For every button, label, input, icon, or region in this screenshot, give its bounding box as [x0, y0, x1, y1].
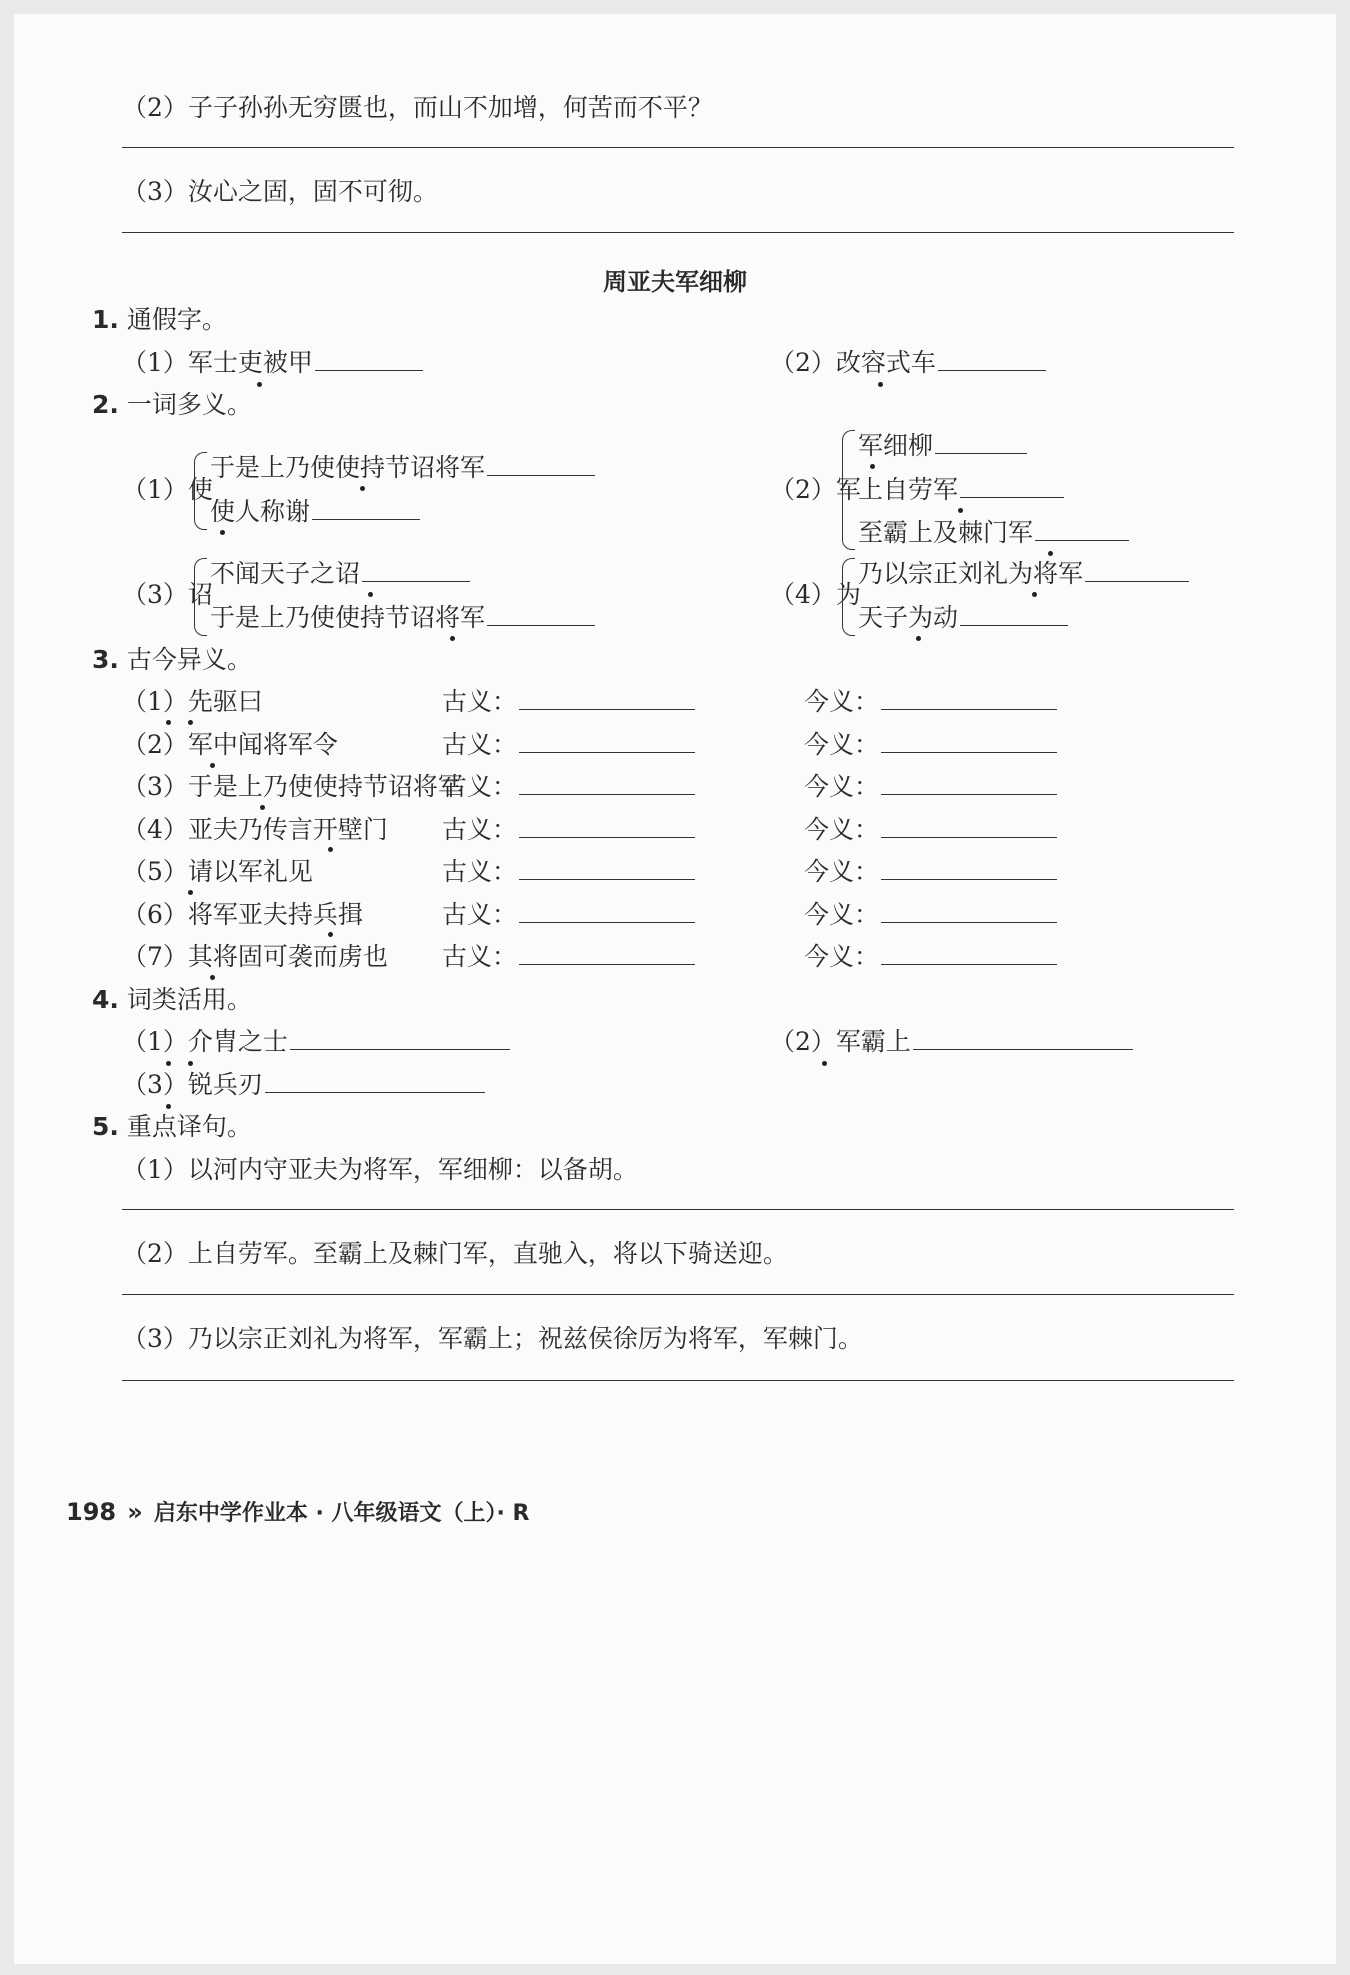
- answer-blank[interactable]: [881, 815, 1057, 838]
- modern-meaning-field: [804, 729, 1057, 761]
- answer-blank[interactable]: [487, 603, 595, 626]
- emphasis-dot: [166, 1061, 171, 1066]
- answer-blank[interactable]: [487, 453, 595, 476]
- answer-line[interactable]: [122, 1209, 1234, 1210]
- emphasis-dot: [328, 847, 333, 852]
- polysemy-1-b: [210, 496, 420, 528]
- item-text: 乃以宗正刘礼为将军: [858, 559, 1084, 588]
- polysemy-label-4: （4）为: [770, 580, 861, 609]
- translation-sentence-3: （3）乃以宗正刘礼为将军，军霸上；祝兹侯徐厉为将军，军棘门。: [122, 1324, 863, 1353]
- tongjia-item-2: [770, 347, 1046, 379]
- answer-blank[interactable]: [1085, 559, 1189, 582]
- emphasis-dot: [870, 464, 875, 469]
- answer-blank[interactable]: [960, 603, 1068, 626]
- answer-blank[interactable]: [290, 1027, 510, 1050]
- answer-blank[interactable]: [362, 559, 470, 582]
- question-number: 4.: [92, 985, 119, 1014]
- answer-blank[interactable]: [881, 900, 1057, 923]
- ancient-label: 古义：: [442, 942, 518, 971]
- ancient-meaning-field: [442, 941, 695, 973]
- book-title: 启东中学作业本 · 八年级语文（上）· R: [153, 1501, 530, 1526]
- modern-label: 今义：: [804, 857, 880, 886]
- modern-meaning-field: [804, 899, 1057, 931]
- heading-text: 古今异义。: [126, 645, 252, 674]
- answer-blank[interactable]: [315, 348, 423, 371]
- heading-text: 通假字。: [126, 305, 227, 334]
- ancient-meaning-field: [442, 729, 695, 761]
- answer-blank[interactable]: [881, 772, 1057, 795]
- translation-sentence-1: （1）以河内守亚夫为将军，军细柳：以备胡。: [122, 1155, 638, 1184]
- question-3-heading: [92, 644, 252, 676]
- question-4-heading: [92, 984, 252, 1016]
- item-text: 不闻天子之诏: [210, 559, 361, 588]
- page-number: 198: [66, 1498, 117, 1526]
- polysemy-4-b: [858, 602, 1068, 634]
- answer-blank[interactable]: [881, 857, 1057, 880]
- polysemy-3-b: [210, 602, 595, 634]
- polysemy-3-a: [210, 558, 470, 590]
- emphasis-dot: [450, 636, 455, 641]
- page-footer: [66, 1496, 529, 1527]
- question-5-heading: [92, 1111, 252, 1143]
- modern-meaning-field: [804, 856, 1057, 888]
- modern-label: 今义：: [804, 814, 880, 844]
- emphasis-dot: [958, 508, 963, 513]
- answer-blank[interactable]: [519, 687, 695, 710]
- huoyong-item-3: [122, 1069, 485, 1101]
- emphasis-dot: [368, 592, 373, 597]
- ancient-label: 古义：: [442, 857, 518, 886]
- answer-blank[interactable]: [935, 431, 1027, 454]
- emphasis-dot: [916, 636, 921, 641]
- modern-label: 今义：: [804, 729, 880, 759]
- question-number: 3.: [92, 645, 119, 674]
- ancient-label: 古义：: [442, 814, 518, 844]
- answer-line[interactable]: [122, 1294, 1234, 1295]
- question-2-heading: [92, 389, 252, 421]
- answer-line[interactable]: [122, 147, 1234, 148]
- polysemy-2-a: [858, 430, 1027, 462]
- modern-meaning-field: [804, 941, 1057, 973]
- modern-meaning-field: [804, 814, 1057, 846]
- ancient-meaning-field: [442, 856, 695, 888]
- answer-blank[interactable]: [312, 497, 420, 520]
- item-text: 天子为动: [858, 603, 959, 632]
- gujin-item: （5）请以军礼见: [122, 857, 313, 886]
- item-text: （2）改容式车: [770, 348, 936, 377]
- emphasis-dot: [360, 486, 365, 491]
- answer-blank[interactable]: [519, 900, 695, 923]
- emphasis-dot: [220, 530, 225, 535]
- gujin-item: （1）先驱曰: [122, 687, 263, 716]
- question-1-heading: [92, 304, 227, 336]
- polysemy-1-a: [210, 452, 595, 484]
- item-text: （1）军士吏被甲: [122, 348, 313, 377]
- polysemy-label-1: （1）使: [122, 475, 213, 504]
- ancient-meaning-field: [442, 899, 695, 931]
- answer-line[interactable]: [122, 232, 1234, 233]
- ancient-meaning-field: [442, 771, 695, 803]
- question-number: 1.: [92, 305, 119, 334]
- gujin-item: （6）将军亚夫持兵揖: [122, 899, 363, 929]
- polysemy-label-2: （2）军: [770, 475, 861, 504]
- answer-blank[interactable]: [913, 1027, 1133, 1050]
- emphasis-dot: [822, 1061, 827, 1066]
- question-number: 5.: [92, 1112, 119, 1141]
- emphasis-dot: [878, 382, 883, 387]
- answer-blank[interactable]: [519, 857, 695, 880]
- emphasis-dot: [188, 1061, 193, 1066]
- polysemy-2-c: [858, 517, 1129, 549]
- answer-blank[interactable]: [519, 730, 695, 753]
- emphasis-dot: [1048, 551, 1053, 556]
- item-text: （3）锐兵刃: [122, 1070, 263, 1099]
- emphasis-dot: [166, 720, 171, 725]
- gujin-item: （3）于是上乃使使持节诏将军: [122, 772, 463, 801]
- ancient-label: 古义：: [442, 772, 518, 801]
- answer-blank[interactable]: [1035, 518, 1129, 541]
- emphasis-dot: [328, 932, 333, 937]
- answer-blank[interactable]: [519, 815, 695, 838]
- brace-icon: [842, 558, 855, 636]
- polysemy-4-a: [858, 558, 1189, 590]
- answer-blank[interactable]: [881, 730, 1057, 753]
- emphasis-dot: [257, 382, 262, 387]
- ancient-meaning-field: [442, 814, 695, 846]
- item-text: （1）介胄之士: [122, 1027, 288, 1056]
- translation-sentence-2: （2）上自劳军。至霸上及棘门军，直驰入，将以下骑送迎。: [122, 1239, 788, 1268]
- heading-text: 词类活用。: [126, 985, 252, 1014]
- emphasis-dot: [1032, 592, 1037, 597]
- ancient-label: 古义：: [442, 687, 518, 716]
- item-text: 于是上乃使使持节诏将军: [210, 603, 486, 632]
- huoyong-item-2: [770, 1026, 1133, 1058]
- ancient-label: 古义：: [442, 729, 518, 759]
- answer-line[interactable]: [122, 1380, 1234, 1381]
- gujin-item: （7）其将固可袭而虏也: [122, 942, 388, 971]
- item-text: （2）军霸上: [770, 1027, 911, 1056]
- page-sheet: [14, 14, 1336, 1964]
- answer-blank[interactable]: [960, 475, 1064, 498]
- tongjia-item-1: [122, 347, 423, 379]
- answer-blank[interactable]: [519, 772, 695, 795]
- brace-icon: [194, 452, 207, 530]
- answer-blank[interactable]: [881, 942, 1057, 965]
- ancient-label: 古义：: [442, 899, 518, 929]
- question-number: 2.: [92, 390, 119, 419]
- ancient-meaning-field: [442, 686, 695, 718]
- gujin-item: （4）亚夫乃传言开壁门: [122, 814, 388, 844]
- modern-label: 今义：: [804, 899, 880, 929]
- heading-text: 重点译句。: [126, 1112, 252, 1141]
- polysemy-2-b: [858, 474, 1064, 506]
- translation-item-2: （2）子子孙孙无穷匮也，而山不加增，何苦而不平？: [122, 93, 713, 122]
- modern-label: 今义：: [804, 942, 880, 971]
- emphasis-dot: [188, 890, 193, 895]
- item-text: 于是上乃使使持节诏将军: [210, 453, 486, 482]
- emphasis-dot: [210, 763, 215, 768]
- gujin-item: （2）军中闻将军令: [122, 729, 338, 759]
- item-text: 上自劳军: [858, 475, 959, 504]
- modern-label: 今义：: [804, 772, 880, 801]
- modern-label: 今义：: [804, 687, 880, 716]
- answer-blank[interactable]: [519, 942, 695, 965]
- emphasis-dot: [188, 720, 193, 725]
- translation-item-3: （3）汝心之固，固不可彻。: [122, 177, 438, 206]
- section-title: 周亚夫军细柳: [603, 268, 747, 296]
- emphasis-dot: [260, 805, 265, 810]
- answer-blank[interactable]: [881, 687, 1057, 710]
- huoyong-item-1: [122, 1026, 510, 1058]
- answer-blank[interactable]: [265, 1070, 485, 1093]
- emphasis-dot: [166, 1104, 171, 1109]
- polysemy-label-3: （3）诏: [122, 580, 213, 609]
- brace-icon: [194, 558, 207, 636]
- heading-text: 一词多义。: [126, 390, 252, 419]
- answer-blank[interactable]: [938, 348, 1046, 371]
- brace-icon: [842, 430, 855, 550]
- emphasis-dot: [210, 975, 215, 980]
- item-text: 至霸上及棘门军: [858, 518, 1034, 547]
- modern-meaning-field: [804, 686, 1057, 718]
- modern-meaning-field: [804, 771, 1057, 803]
- double-chevron-icon: »: [127, 1498, 143, 1526]
- item-text: 军细柳: [858, 431, 934, 460]
- item-text: 使人称谢: [210, 497, 311, 526]
